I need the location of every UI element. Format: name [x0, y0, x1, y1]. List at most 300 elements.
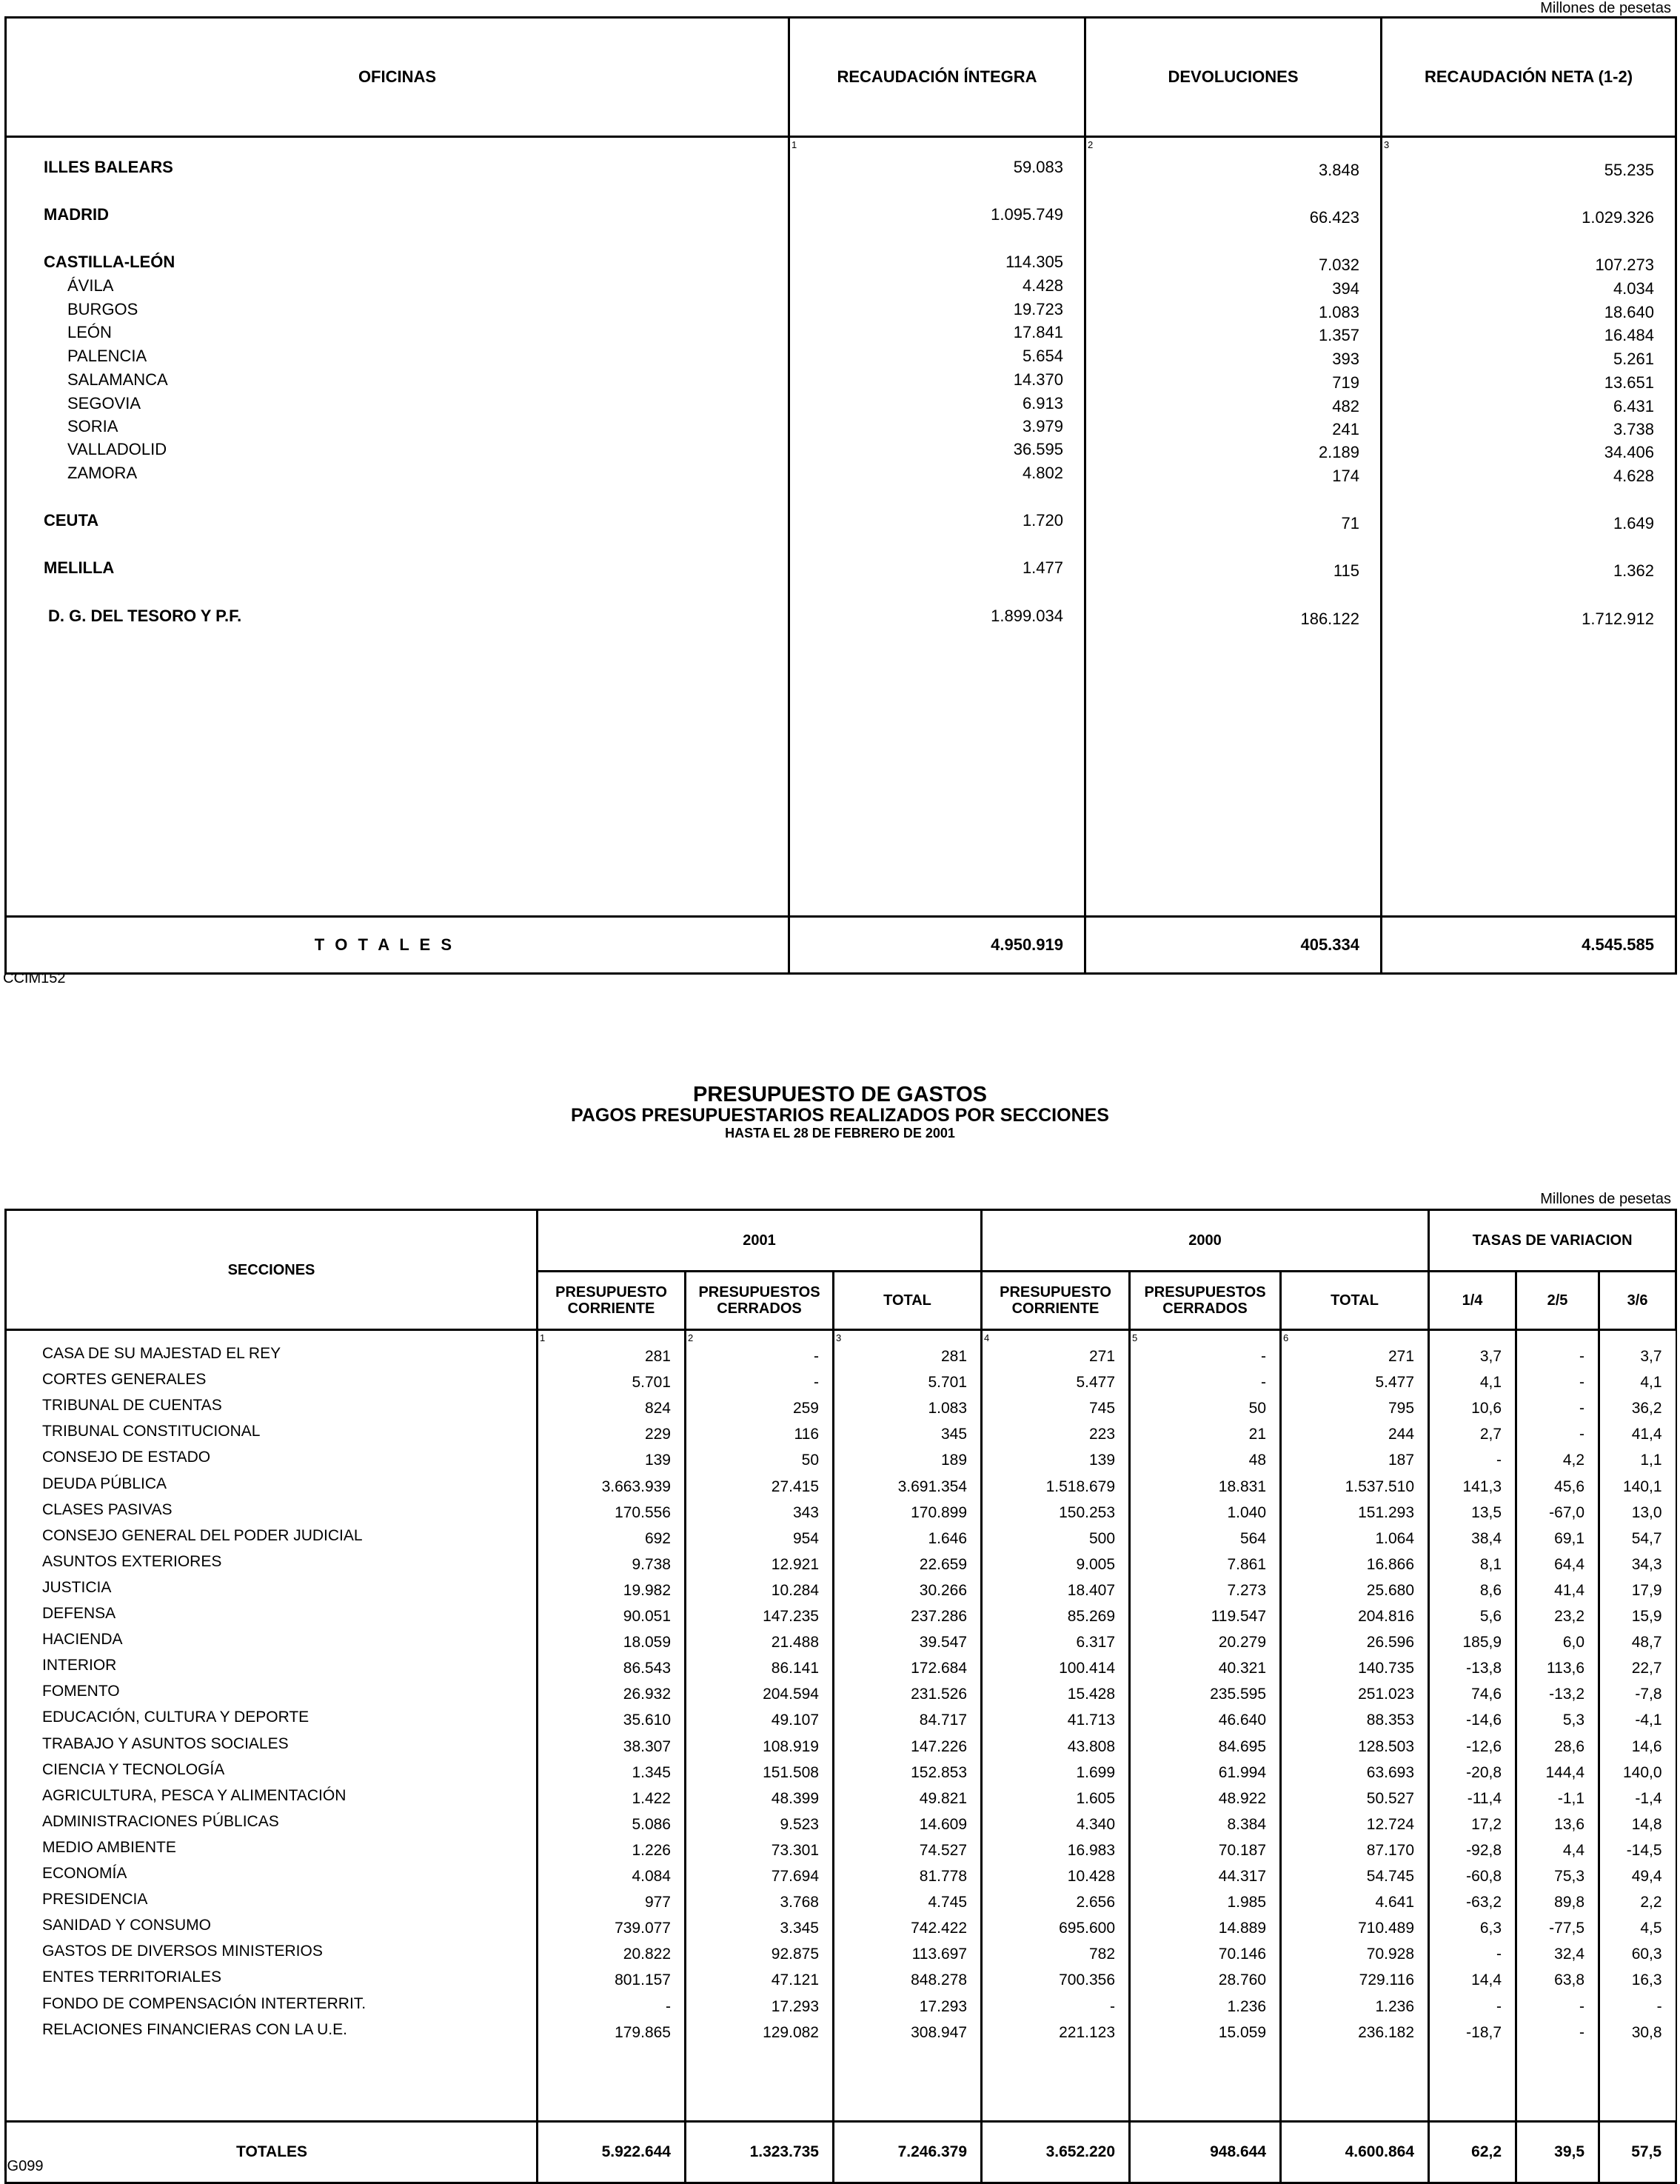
seccion-value: 43.808: [1067, 1738, 1116, 1755]
seccion-value: 13,6: [1554, 1816, 1585, 1833]
seccion-value: -: [1579, 1374, 1585, 1391]
oficina-value: 1.477: [1022, 558, 1063, 577]
seccion-value: 1.083: [928, 1400, 968, 1417]
seccion-label: EDUCACIÓN, CULTURA Y DEPORTE: [42, 1709, 309, 1726]
seccion-value: 236.182: [1358, 2024, 1415, 2041]
seccion-value: 18.407: [1067, 1582, 1116, 1599]
seccion-value: 1.537.510: [1345, 1478, 1415, 1495]
seccion-value: 100.414: [1059, 1660, 1116, 1677]
seccion-value: 745: [1088, 1400, 1116, 1417]
seccion-value: -77,5: [1549, 1920, 1585, 1937]
oficina-value: 1.029.326: [1582, 208, 1654, 227]
header-devoluciones: DEVOLUCIONES: [1085, 18, 1382, 137]
oficina-value: 1.357: [1318, 326, 1359, 344]
seccion-value: -13,2: [1549, 1686, 1585, 1703]
oficina-label: MADRID: [44, 205, 109, 224]
seccion-value: 152.853: [911, 1764, 968, 1781]
seccion-label: CONSEJO DE ESTADO: [42, 1449, 211, 1466]
seccion-value: 5.701: [928, 1374, 968, 1391]
seccion-value: 63.693: [1366, 1764, 1415, 1781]
seccion-value: 20.822: [623, 1946, 671, 1963]
seccion-value: 129.082: [763, 2024, 819, 2041]
seccion-value: 28.760: [1218, 1971, 1267, 1988]
column-number: 2: [688, 1332, 694, 1343]
seccion-value: 81.778: [919, 1868, 968, 1885]
recaudacion-header-row: [6, 18, 1676, 137]
cerrados-2000-column: [1131, 1331, 1279, 2120]
oficina-label: SALAMANCA: [67, 370, 168, 389]
oficina-value: 6.913: [1022, 394, 1063, 413]
seccion-value: 22,7: [1631, 1660, 1662, 1677]
seccion-value: 63,8: [1554, 1971, 1585, 1988]
column-number: 5: [1132, 1332, 1138, 1343]
column-number: 2: [1088, 139, 1094, 150]
seccion-value: 15,9: [1631, 1608, 1662, 1625]
seccion-value: 1.985: [1227, 1894, 1267, 1911]
seccion-value: 237.286: [911, 1608, 968, 1625]
oficina-value: 16.484: [1604, 326, 1654, 344]
recaudacion-neta-column: [1382, 138, 1675, 915]
seccion-value: 18.831: [1218, 1478, 1267, 1495]
seccion-value: 10.428: [1067, 1868, 1116, 1885]
seccion-value: 139: [644, 1452, 671, 1469]
seccion-value: 179.865: [615, 2024, 671, 2041]
seccion-value: 1.236: [1375, 1998, 1415, 2015]
total-value: 57,5: [1599, 2122, 1676, 2183]
seccion-value: 1.345: [632, 1764, 671, 1781]
seccion-value: 7.273: [1227, 1582, 1267, 1599]
devoluciones-column: [1086, 138, 1380, 915]
seccion-value: 38,4: [1471, 1530, 1502, 1547]
seccion-value: -: [814, 1348, 819, 1365]
seccion-value: 10.284: [771, 1582, 819, 1599]
oficina-value: 2.189: [1318, 443, 1359, 461]
seccion-value: 13,5: [1471, 1504, 1502, 1521]
seccion-value: 221.123: [1059, 2024, 1116, 2041]
oficina-label: BURGOS: [67, 300, 138, 318]
seccion-value: -12,6: [1466, 1738, 1502, 1755]
seccion-value: 204.594: [763, 1686, 819, 1703]
cerrados-2001-column: [686, 1331, 832, 2120]
seccion-value: 8,1: [1479, 1556, 1502, 1573]
secciones-column: [7, 1331, 536, 2120]
oficina-value: 36.595: [1013, 440, 1063, 458]
seccion-value: 251.023: [1358, 1686, 1415, 1703]
seccion-value: 144,4: [1545, 1764, 1585, 1781]
header-year-2000: 2000: [982, 1210, 1429, 1272]
seccion-value: 150.253: [1059, 1504, 1116, 1521]
seccion-value: 8.384: [1227, 1816, 1267, 1833]
seccion-label: CLASES PASIVAS: [42, 1501, 173, 1518]
seccion-value: 1.422: [632, 1790, 671, 1807]
seccion-value: 49.821: [919, 1790, 968, 1807]
seccion-value: 739.077: [615, 1920, 671, 1937]
header-tasa-1-4: 1/4: [1429, 1272, 1516, 1330]
recaudacion-body: [6, 137, 1676, 917]
seccion-value: 5.477: [1076, 1374, 1116, 1391]
seccion-value: 1.605: [1076, 1790, 1116, 1807]
seccion-value: 9.738: [632, 1556, 671, 1573]
seccion-value: 34,3: [1631, 1556, 1662, 1573]
seccion-value: 74,6: [1471, 1686, 1502, 1703]
seccion-value: 4.641: [1375, 1894, 1415, 1911]
seccion-value: 19.982: [623, 1582, 671, 1599]
seccion-value: 35.610: [623, 1712, 671, 1729]
seccion-value: 17,2: [1471, 1816, 1502, 1833]
header-presupuesto-corriente-2001: PRESUPUESTO CORRIENTE: [538, 1272, 686, 1330]
oficina-label: CASTILLA-LEÓN: [44, 253, 175, 271]
seccion-value: 4.340: [1076, 1816, 1116, 1833]
header-presupuestos-cerrados-2001: PRESUPUESTOS CERRADOS: [686, 1272, 834, 1330]
seccion-label: PRESIDENCIA: [42, 1891, 148, 1908]
seccion-value: 500: [1088, 1530, 1116, 1547]
oficina-value: 66.423: [1309, 208, 1359, 227]
tasa-2-5-column: [1517, 1331, 1598, 2120]
seccion-value: -: [1579, 1998, 1585, 2015]
page-title: PRESUPUESTO DE GASTOS: [693, 1083, 987, 1106]
seccion-value: 75,3: [1554, 1868, 1585, 1885]
top-table-code: CCIM152: [3, 970, 66, 986]
seccion-value: -20,8: [1466, 1764, 1502, 1781]
oficina-label: MELILLA: [44, 558, 115, 577]
seccion-value: -: [1496, 1452, 1502, 1469]
recaudacion-table: [4, 16, 1677, 975]
seccion-value: 2,7: [1479, 1426, 1502, 1443]
header-total-2000: TOTAL: [1281, 1272, 1429, 1330]
total-value: 5.922.644: [538, 2122, 686, 2183]
bottom-unit-label: Millones de pesetas: [1540, 1191, 1671, 1207]
seccion-value: 74.527: [919, 1842, 968, 1859]
seccion-label: CONSEJO GENERAL DEL PODER JUDICIAL: [42, 1527, 363, 1544]
total-value: 3.652.220: [982, 2122, 1130, 2183]
oficina-value: 1.712.912: [1582, 610, 1654, 628]
seccion-value: 45,6: [1554, 1478, 1585, 1495]
oficina-value: 1.720: [1022, 511, 1063, 530]
seccion-label: HACIENDA: [42, 1631, 123, 1648]
pagos-body: [6, 1330, 1676, 2122]
oficina-value: 59.083: [1013, 158, 1063, 176]
seccion-value: 48.399: [771, 1790, 819, 1807]
oficina-label: PALENCIA: [67, 347, 147, 365]
seccion-value: 4,2: [1562, 1452, 1585, 1469]
oficina-value: 1.649: [1613, 514, 1654, 532]
seccion-value: 88.353: [1366, 1712, 1415, 1729]
seccion-value: 30.266: [919, 1582, 968, 1599]
seccion-value: 41,4: [1631, 1426, 1662, 1443]
seccion-value: 6,0: [1562, 1634, 1585, 1651]
tasa-3-6-column: [1600, 1331, 1676, 2120]
seccion-value: 795: [1388, 1400, 1415, 1417]
seccion-value: 1.236: [1227, 1998, 1267, 2015]
seccion-label: TRIBUNAL CONSTITUCIONAL: [42, 1423, 261, 1440]
oficina-label: CEUTA: [44, 511, 99, 530]
seccion-value: 4,1: [1479, 1374, 1502, 1391]
oficina-value: 6.431: [1613, 397, 1654, 415]
seccion-label: DEFENSA: [42, 1605, 116, 1622]
seccion-value: 1,1: [1640, 1452, 1662, 1469]
oficina-value: 34.406: [1604, 443, 1654, 461]
oficina-value: 115: [1333, 561, 1359, 580]
seccion-value: 21: [1248, 1426, 1267, 1443]
header-presupuesto-corriente-2000: PRESUPUESTO CORRIENTE: [982, 1272, 1130, 1330]
seccion-value: 140,0: [1623, 1764, 1662, 1781]
seccion-value: -: [1496, 1946, 1502, 1963]
oficina-value: 55.235: [1604, 161, 1654, 179]
seccion-value: 229: [644, 1426, 671, 1443]
seccion-value: -: [1656, 1998, 1662, 2015]
seccion-label: SANIDAD Y CONSUMO: [42, 1917, 211, 1934]
oficina-value: 4.034: [1613, 279, 1654, 298]
header-tasa-2-5: 2/5: [1516, 1272, 1599, 1330]
seccion-value: 17,9: [1631, 1582, 1662, 1599]
header-secciones: SECCIONES: [6, 1210, 538, 1330]
seccion-value: 16.866: [1366, 1556, 1415, 1573]
column-number: 3: [1384, 139, 1390, 150]
seccion-value: 14,6: [1631, 1738, 1662, 1755]
seccion-value: 6.317: [1076, 1634, 1116, 1651]
seccion-value: -: [1261, 1374, 1267, 1391]
seccion-value: 14,4: [1471, 1971, 1502, 1988]
page-date-line: HASTA EL 28 DE FEBRERO DE 2001: [725, 1126, 955, 1141]
header-tasas: TASAS DE VARIACION: [1429, 1210, 1676, 1272]
seccion-value: 824: [644, 1400, 671, 1417]
oficina-value: 3.848: [1318, 161, 1359, 179]
seccion-label: TRIBUNAL DE CUENTAS: [42, 1397, 222, 1414]
seccion-value: 848.278: [911, 1971, 968, 1988]
total-devoluciones: 405.334: [1085, 917, 1382, 974]
seccion-value: 692: [644, 1530, 671, 1547]
seccion-value: 113,6: [1547, 1660, 1585, 1677]
seccion-value: 15.059: [1218, 2024, 1267, 2041]
seccion-value: 147.235: [763, 1608, 819, 1625]
oficina-label: ÁVILA: [67, 276, 114, 295]
seccion-label: ASUNTOS EXTERIORES: [42, 1553, 222, 1570]
seccion-value: 801.157: [615, 1971, 671, 1988]
pagos-header-row-1: [6, 1210, 1676, 1272]
seccion-value: 695.600: [1059, 1920, 1116, 1937]
seccion-value: 223: [1088, 1426, 1116, 1443]
seccion-value: 231.526: [911, 1686, 968, 1703]
seccion-value: 5,6: [1479, 1608, 1502, 1625]
oficina-value: 7.032: [1318, 256, 1359, 274]
seccion-value: 4,5: [1640, 1920, 1662, 1937]
seccion-value: 4,4: [1562, 1842, 1585, 1859]
seccion-value: 742.422: [911, 1920, 968, 1937]
seccion-value: 60,3: [1631, 1946, 1662, 1963]
seccion-value: 189: [940, 1452, 968, 1469]
oficina-value: 19.723: [1013, 300, 1063, 318]
seccion-value: 50: [1248, 1400, 1267, 1417]
seccion-value: 41.713: [1067, 1712, 1116, 1729]
oficina-value: 174: [1332, 467, 1359, 485]
seccion-value: 5.477: [1375, 1374, 1415, 1391]
seccion-value: -4,1: [1635, 1712, 1662, 1729]
oficina-label: SEGOVIA: [67, 394, 141, 413]
seccion-value: 50: [801, 1452, 819, 1469]
seccion-value: 147.226: [911, 1738, 968, 1755]
seccion-value: 170.899: [911, 1504, 968, 1521]
seccion-label: DEUDA PÚBLICA: [42, 1475, 167, 1492]
seccion-label: FOMENTO: [42, 1683, 120, 1700]
total-value: 948.644: [1130, 2122, 1281, 2183]
header-recaudacion-neta: RECAUDACIÓN NETA (1-2): [1382, 18, 1676, 137]
seccion-value: 140.735: [1358, 1660, 1415, 1677]
column-number: 3: [836, 1332, 842, 1343]
seccion-value: -11,4: [1467, 1790, 1502, 1807]
seccion-value: 13,0: [1631, 1504, 1662, 1521]
recaudacion-totals-row: [6, 917, 1676, 974]
seccion-value: 48.922: [1218, 1790, 1267, 1807]
seccion-value: 8,6: [1479, 1582, 1502, 1599]
seccion-value: 141,3: [1462, 1478, 1502, 1495]
oficina-value: 4.428: [1022, 276, 1063, 295]
column-number: 1: [540, 1332, 546, 1343]
seccion-value: 5.701: [632, 1374, 671, 1391]
column-number: 1: [792, 139, 797, 150]
seccion-value: 12.724: [1366, 1816, 1415, 1833]
seccion-value: -: [1579, 1348, 1585, 1365]
oficina-value: 186.122: [1300, 610, 1359, 628]
oficina-label: VALLADOLID: [67, 440, 167, 458]
oficina-value: 1.362: [1613, 561, 1654, 580]
seccion-label: JUSTICIA: [42, 1579, 112, 1596]
seccion-value: 17.293: [919, 1998, 968, 2015]
seccion-value: -: [1496, 1998, 1502, 2015]
column-number: 4: [984, 1332, 990, 1343]
seccion-value: 5,3: [1562, 1712, 1585, 1729]
seccion-value: 10,6: [1471, 1400, 1502, 1417]
seccion-value: 3,7: [1640, 1348, 1662, 1365]
seccion-value: 185,9: [1462, 1634, 1502, 1651]
seccion-value: -: [1579, 1426, 1585, 1443]
seccion-value: 85.269: [1067, 1608, 1116, 1625]
oficina-value: 482: [1332, 397, 1359, 415]
seccion-value: -60,8: [1466, 1868, 1502, 1885]
seccion-label: MEDIO AMBIENTE: [42, 1839, 176, 1856]
seccion-value: -92,8: [1466, 1842, 1502, 1859]
seccion-value: 6,3: [1479, 1920, 1502, 1937]
seccion-label: CASA DE SU MAJESTAD EL REY: [42, 1345, 281, 1362]
seccion-value: -: [1579, 1400, 1585, 1417]
pagos-table: [4, 1209, 1677, 2184]
seccion-value: 187: [1388, 1452, 1415, 1469]
seccion-value: 49.107: [771, 1712, 819, 1729]
seccion-value: 16,3: [1631, 1971, 1662, 1988]
seccion-value: 1.699: [1076, 1764, 1116, 1781]
totals-label: TOTALES: [6, 2122, 538, 2183]
seccion-label: CIENCIA Y TECNOLOGÍA: [42, 1761, 225, 1778]
seccion-value: 119.547: [1211, 1608, 1267, 1625]
total-value: 4.600.864: [1281, 2122, 1429, 2183]
seccion-value: 9.005: [1076, 1556, 1116, 1573]
seccion-value: 89,8: [1554, 1894, 1585, 1911]
seccion-value: 70.187: [1218, 1842, 1267, 1859]
tasa-1-4-column: [1430, 1331, 1515, 2120]
seccion-value: -7,8: [1635, 1686, 1662, 1703]
oficina-value: 18.640: [1604, 303, 1654, 321]
seccion-value: 3,7: [1479, 1348, 1502, 1365]
seccion-value: 1.646: [928, 1530, 968, 1547]
oficina-value: 13.651: [1604, 373, 1654, 392]
top-unit-label: Millones de pesetas: [1540, 0, 1671, 16]
seccion-label: ADMINISTRACIONES PÚBLICAS: [42, 1813, 279, 1830]
seccion-value: 16.983: [1067, 1842, 1116, 1859]
oficina-value: 1.899.034: [991, 607, 1063, 625]
seccion-value: 21.488: [771, 1634, 819, 1651]
header-presupuestos-cerrados-2000: PRESUPUESTOS CERRADOS: [1130, 1272, 1281, 1330]
seccion-value: 128.503: [1358, 1738, 1415, 1755]
total-recaudacion-integra: 4.950.919: [789, 917, 1085, 974]
seccion-value: -1,4: [1635, 1790, 1662, 1807]
seccion-value: 54.745: [1366, 1868, 1415, 1885]
seccion-value: 17.293: [771, 1998, 819, 2015]
seccion-value: -13,8: [1466, 1660, 1502, 1677]
oficina-value: 5.261: [1613, 350, 1654, 368]
seccion-value: 47.121: [771, 1971, 819, 1988]
seccion-value: 18.059: [623, 1634, 671, 1651]
seccion-label: FONDO DE COMPENSACIÓN INTERTERRIT.: [42, 1995, 367, 2012]
seccion-value: 41,4: [1554, 1582, 1585, 1599]
seccion-value: 7.861: [1227, 1556, 1267, 1573]
seccion-value: 151.293: [1358, 1504, 1415, 1521]
recaudacion-integra-column: [790, 138, 1084, 915]
seccion-value: 3.663.939: [601, 1478, 671, 1495]
seccion-value: 30,8: [1631, 2024, 1662, 2041]
seccion-value: 14,8: [1631, 1816, 1662, 1833]
seccion-value: 22.659: [919, 1556, 968, 1573]
seccion-value: 20.279: [1218, 1634, 1267, 1651]
seccion-value: 3.345: [780, 1920, 819, 1937]
total-2001-column: [834, 1331, 980, 2120]
seccion-value: 86.141: [771, 1660, 819, 1677]
seccion-value: 70.928: [1366, 1946, 1415, 1963]
seccion-value: 26.932: [623, 1686, 671, 1703]
seccion-value: -: [1261, 1348, 1267, 1365]
oficina-value: 241: [1332, 420, 1359, 438]
seccion-value: 26.596: [1366, 1634, 1415, 1651]
seccion-value: 4.745: [928, 1894, 968, 1911]
seccion-value: 14.889: [1218, 1920, 1267, 1937]
seccion-value: 235.595: [1210, 1686, 1267, 1703]
seccion-value: 108.919: [763, 1738, 819, 1755]
seccion-value: 782: [1088, 1946, 1116, 1963]
total-value: 39,5: [1516, 2122, 1599, 2183]
header-recaudacion-integra: RECAUDACIÓN ÍNTEGRA: [789, 18, 1085, 137]
seccion-label: RELACIONES FINANCIERAS CON LA U.E.: [42, 2021, 347, 2038]
seccion-value: 40.321: [1218, 1660, 1267, 1677]
total-value: 1.323.735: [686, 2122, 834, 2183]
column-number: 6: [1283, 1332, 1289, 1343]
seccion-value: 343: [792, 1504, 819, 1521]
oficina-label: ILLES BALEARS: [44, 158, 173, 176]
oficina-value: 71: [1341, 514, 1359, 532]
seccion-value: 4,1: [1640, 1374, 1662, 1391]
seccion-value: 5.086: [632, 1816, 671, 1833]
seccion-value: 48,7: [1631, 1634, 1662, 1651]
seccion-value: -18,7: [1466, 2024, 1502, 2041]
seccion-value: 38.307: [623, 1738, 671, 1755]
total-2000-column: [1282, 1331, 1428, 2120]
oficina-value: 394: [1332, 279, 1359, 298]
oficina-value: 1.095.749: [991, 205, 1063, 224]
seccion-value: 113.697: [911, 1946, 968, 1963]
seccion-value: 954: [792, 1530, 819, 1547]
seccion-value: 23,2: [1554, 1608, 1585, 1625]
seccion-value: 2,2: [1640, 1894, 1662, 1911]
corriente-2001-column: [538, 1331, 684, 2120]
header-total-2001: TOTAL: [834, 1272, 982, 1330]
totals-label: T O T A L E S: [6, 917, 789, 974]
